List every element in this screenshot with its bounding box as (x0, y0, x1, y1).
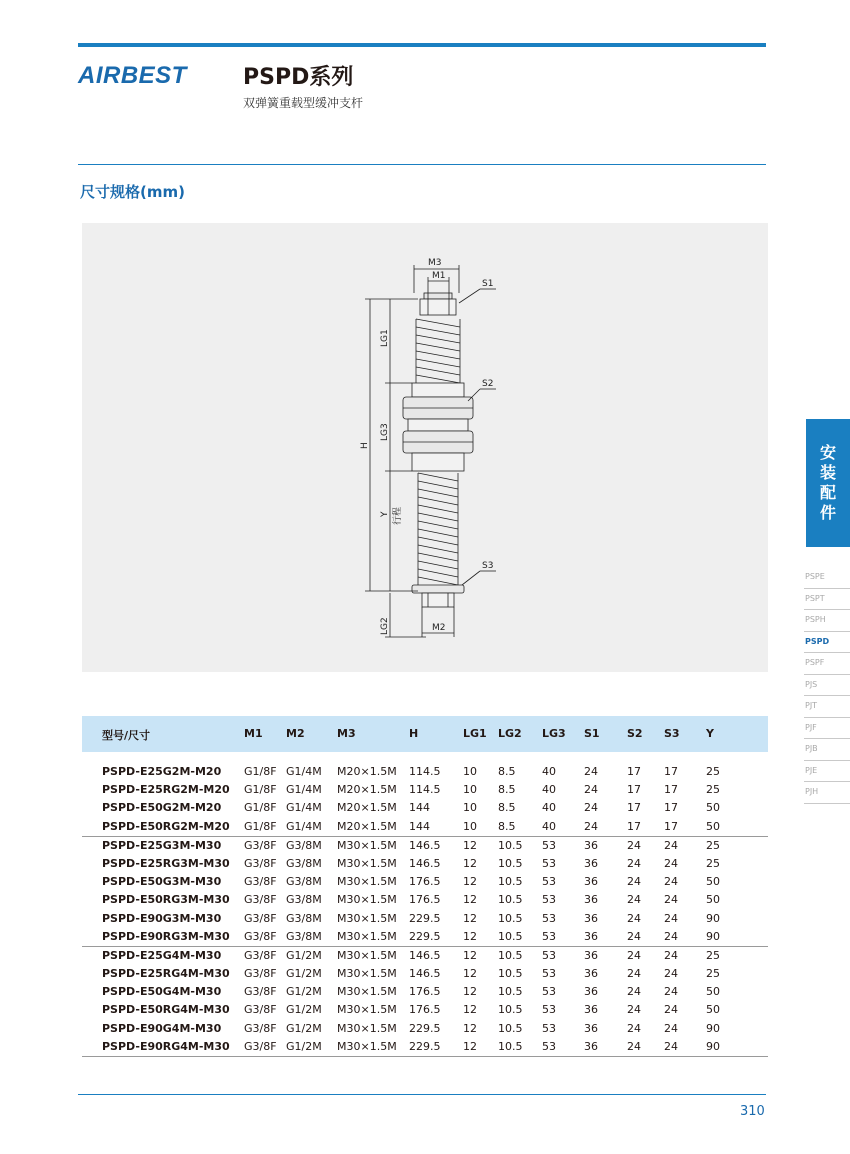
table-cell: 53 (542, 1003, 556, 1017)
dim-s3-label: S3 (482, 561, 494, 571)
section-title: 尺寸规格(mm) (80, 183, 185, 201)
table-cell: G3/8M (286, 893, 322, 907)
table-bottom-rule (82, 1056, 768, 1057)
table-cell: 53 (542, 893, 556, 907)
spec-table (82, 716, 768, 1057)
table-cell: 53 (542, 967, 556, 981)
table-cell: G3/8M (286, 929, 322, 943)
side-tab-char: 安 (819, 443, 836, 462)
table-cell: 10.5 (498, 1021, 523, 1035)
column-header: 型号/尺寸 (102, 729, 151, 742)
table-cell: 24 (627, 1039, 641, 1053)
model-cell: PSPD-E90RG3M-M30 (102, 929, 230, 943)
model-cell: PSPD-E50RG2M-M20 (102, 819, 230, 833)
table-cell: 50 (706, 1003, 720, 1017)
table-cell: 12 (463, 985, 477, 999)
table-row (82, 1020, 768, 1038)
table-cell: 10.5 (498, 875, 523, 889)
table-cell: 229.5 (409, 1039, 441, 1053)
table-cell: 12 (463, 838, 477, 852)
table-cell: 24 (664, 1003, 678, 1017)
table-cell: 25 (706, 783, 720, 797)
table-cell: 10.5 (498, 948, 523, 962)
dim-m3-label: M3 (428, 258, 442, 268)
side-nav-item-pjf[interactable]: PJF (804, 718, 850, 740)
table-cell: 12 (463, 875, 477, 889)
side-nav-item-pje[interactable]: PJE (804, 761, 850, 783)
table-row (82, 983, 768, 1001)
table-row (82, 928, 768, 946)
table-row (82, 836, 768, 855)
table-cell: 53 (542, 911, 556, 925)
side-nav-item-pjs[interactable]: PJS (804, 675, 850, 697)
model-cell: PSPD-E50G4M-M30 (102, 985, 222, 999)
table-cell: G3/8F (244, 838, 277, 852)
table-cell: G1/8F (244, 783, 277, 797)
table-cell: M20×1.5M (337, 783, 397, 797)
header-divider (78, 164, 766, 165)
table-cell: 24 (627, 948, 641, 962)
table-cell: 53 (542, 875, 556, 889)
model-cell: PSPD-E50G2M-M20 (102, 801, 222, 815)
column-header: M3 (337, 727, 356, 740)
table-cell: 53 (542, 856, 556, 870)
table-cell: 24 (664, 948, 678, 962)
table-cell: G1/8F (244, 801, 277, 815)
table-cell: M30×1.5M (337, 911, 397, 925)
table-cell: 176.5 (409, 985, 441, 999)
table-cell: M30×1.5M (337, 856, 397, 870)
table-cell: G3/8F (244, 893, 277, 907)
model-cell: PSPD-E25G3M-M30 (102, 838, 222, 852)
model-cell: PSPD-E50G3M-M30 (102, 875, 222, 889)
table-cell: 25 (706, 967, 720, 981)
table-cell: 24 (664, 985, 678, 999)
column-header: S1 (584, 727, 600, 740)
table-cell: 40 (542, 819, 556, 833)
table-row (82, 873, 768, 891)
table-cell: 12 (463, 856, 477, 870)
table-cell: 144 (409, 819, 430, 833)
table-cell: 50 (706, 875, 720, 889)
column-header: H (409, 727, 419, 740)
table-cell: 40 (542, 801, 556, 815)
table-cell: 36 (584, 1039, 598, 1053)
table-cell: 8.5 (498, 801, 516, 815)
dim-h-label: H (360, 442, 370, 449)
table-cell: M30×1.5M (337, 985, 397, 999)
side-nav (804, 567, 850, 804)
table-cell: 17 (627, 783, 641, 797)
table-cell: 146.5 (409, 967, 441, 981)
column-header: LG2 (498, 727, 522, 740)
table-row (82, 763, 768, 781)
column-header: S2 (627, 727, 643, 740)
table-cell: 17 (664, 819, 678, 833)
table-cell: 36 (584, 985, 598, 999)
table-cell: 10 (463, 783, 477, 797)
table-cell: M20×1.5M (337, 819, 397, 833)
model-cell: PSPD-E90RG4M-M30 (102, 1039, 230, 1053)
table-cell: G3/8F (244, 948, 277, 962)
model-cell: PSPD-E50RG3M-M30 (102, 893, 230, 907)
table-cell: G3/8F (244, 911, 277, 925)
table-cell: 8.5 (498, 783, 516, 797)
table-cell: M30×1.5M (337, 967, 397, 981)
table-cell: 10 (463, 819, 477, 833)
table-cell: 53 (542, 948, 556, 962)
table-cell: 24 (664, 911, 678, 925)
side-tab-char: 件 (819, 503, 836, 522)
table-cell: 12 (463, 911, 477, 925)
column-header: M2 (286, 727, 305, 740)
table-cell: G1/8F (244, 765, 277, 778)
brand-logo: AIRBEST (78, 62, 187, 89)
table-cell: 10.5 (498, 985, 523, 999)
table-cell: 24 (627, 985, 641, 999)
table-cell: 24 (627, 856, 641, 870)
table-cell: 17 (627, 819, 641, 833)
table-cell: 50 (706, 893, 720, 907)
table-cell: 24 (627, 875, 641, 889)
dim-s1-label: S1 (482, 279, 494, 289)
table-cell: 53 (542, 1039, 556, 1053)
side-category-tab[interactable] (806, 419, 850, 547)
table-cell: 114.5 (409, 783, 441, 797)
table-cell: 176.5 (409, 893, 441, 907)
table-cell: 24 (664, 929, 678, 943)
model-cell: PSPD-E25RG3M-M30 (102, 856, 230, 870)
dimension-drawing (82, 223, 768, 672)
table-cell: 10.5 (498, 893, 523, 907)
table-cell: G3/8F (244, 1039, 277, 1053)
column-header: S3 (664, 727, 680, 740)
table-cell: 8.5 (498, 765, 516, 778)
side-nav-item-pspe[interactable]: PSPE (804, 567, 850, 589)
column-header: LG3 (542, 727, 566, 740)
dim-m1-label: M1 (432, 271, 446, 281)
side-nav-item-pspd[interactable]: PSPD (804, 632, 850, 654)
table-row (82, 781, 768, 799)
table-cell: M30×1.5M (337, 893, 397, 907)
top-accent-bar (78, 43, 766, 47)
table-cell: 229.5 (409, 1021, 441, 1035)
table-cell: 90 (706, 1039, 720, 1053)
table-cell: M30×1.5M (337, 838, 397, 852)
table-cell: G1/2M (286, 1039, 322, 1053)
table-cell: 40 (542, 783, 556, 797)
table-cell: 36 (584, 948, 598, 962)
table-cell: 146.5 (409, 838, 441, 852)
table-cell: 10.5 (498, 838, 523, 852)
page-number: 310 (740, 1104, 765, 1119)
column-header: Y (706, 727, 714, 740)
table-cell: 10.5 (498, 1003, 523, 1017)
table-cell: 90 (706, 1021, 720, 1035)
table-cell: 144 (409, 801, 430, 815)
table-cell: 10.5 (498, 967, 523, 981)
buffer-rod-drawing (82, 223, 768, 672)
dim-y-label: Y (380, 511, 390, 517)
table-cell: 36 (584, 893, 598, 907)
table-cell: 8.5 (498, 819, 516, 833)
model-cell: PSPD-E25RG4M-M30 (102, 967, 230, 981)
table-cell: 12 (463, 893, 477, 907)
table-cell: 17 (664, 783, 678, 797)
dim-s2-label: S2 (482, 379, 494, 389)
model-cell: PSPD-E50RG4M-M30 (102, 1003, 230, 1017)
model-cell: PSPD-E25G2M-M20 (102, 765, 222, 778)
table-cell: G3/8M (286, 838, 322, 852)
table-cell: M30×1.5M (337, 1003, 397, 1017)
table-cell: 24 (584, 801, 598, 815)
table-row (82, 910, 768, 928)
table-cell: G1/8F (244, 819, 277, 833)
table-cell: 24 (584, 783, 598, 797)
model-cell: PSPD-E90G3M-M30 (102, 911, 222, 925)
table-cell: G1/4M (286, 765, 322, 778)
side-nav-item-pspf[interactable]: PSPF (804, 653, 850, 675)
spec-table-header (82, 716, 768, 752)
side-nav-item-pjt[interactable]: PJT (804, 696, 850, 718)
table-cell: G1/2M (286, 967, 322, 981)
table-cell: 36 (584, 838, 598, 852)
table-row (82, 818, 768, 836)
table-cell: G3/8F (244, 875, 277, 889)
table-cell: 229.5 (409, 929, 441, 943)
table-cell: 53 (542, 929, 556, 943)
table-cell: 25 (706, 856, 720, 870)
table-cell: 10 (463, 765, 477, 778)
table-cell: 12 (463, 1003, 477, 1017)
table-row (82, 1001, 768, 1019)
table-cell: M30×1.5M (337, 1039, 397, 1053)
table-cell: 90 (706, 929, 720, 943)
side-nav-item-pspt[interactable]: PSPT (804, 589, 850, 611)
dim-lg1-label: LG1 (380, 329, 390, 347)
table-cell: 10.5 (498, 1039, 523, 1053)
table-cell: M30×1.5M (337, 1021, 397, 1035)
table-cell: 36 (584, 1003, 598, 1017)
table-row (82, 1038, 768, 1056)
series-subtitle: 双弹簧重载型缓冲支杆 (243, 96, 364, 110)
side-tab-char: 配 (819, 483, 836, 502)
table-cell: 36 (584, 875, 598, 889)
table-row (82, 855, 768, 873)
table-cell: M30×1.5M (337, 929, 397, 943)
side-nav-item-psph[interactable]: PSPH (804, 610, 850, 632)
dim-lg2-label: LG2 (380, 617, 390, 635)
table-cell: G1/2M (286, 948, 322, 962)
table-cell: G3/8F (244, 929, 277, 943)
table-cell: 53 (542, 838, 556, 852)
table-cell: 36 (584, 967, 598, 981)
table-cell: G3/8F (244, 985, 277, 999)
table-cell: 36 (584, 856, 598, 870)
table-cell: G3/8F (244, 967, 277, 981)
table-cell: 12 (463, 948, 477, 962)
table-row (82, 799, 768, 817)
table-cell: 25 (706, 948, 720, 962)
table-cell: 25 (706, 765, 720, 778)
column-header: M1 (244, 727, 263, 740)
model-cell: PSPD-E90G4M-M30 (102, 1021, 222, 1035)
table-cell: 114.5 (409, 765, 441, 778)
table-cell: G1/4M (286, 801, 322, 815)
table-cell: 24 (584, 819, 598, 833)
side-nav-item-pjh[interactable]: PJH (804, 782, 850, 804)
table-cell: 10.5 (498, 929, 523, 943)
table-cell: 25 (706, 838, 720, 852)
table-cell: 24 (627, 967, 641, 981)
table-cell: 50 (706, 819, 720, 833)
table-cell: 10 (463, 801, 477, 815)
table-cell: G3/8M (286, 856, 322, 870)
table-cell: 229.5 (409, 911, 441, 925)
table-cell: 24 (627, 1021, 641, 1035)
table-cell: 36 (584, 1021, 598, 1035)
table-cell: 17 (627, 765, 641, 778)
table-cell: G3/8F (244, 1021, 277, 1035)
table-cell: 50 (706, 985, 720, 999)
dim-stroke-label: 行程 (393, 506, 403, 525)
table-cell: G3/8M (286, 875, 322, 889)
table-cell: 24 (664, 1021, 678, 1035)
table-cell: G3/8F (244, 856, 277, 870)
table-cell: G3/8M (286, 911, 322, 925)
table-cell: M20×1.5M (337, 801, 397, 815)
table-cell: 24 (664, 838, 678, 852)
table-cell: 10.5 (498, 856, 523, 870)
table-cell: 24 (627, 911, 641, 925)
table-cell: G1/4M (286, 783, 322, 797)
table-cell: 176.5 (409, 875, 441, 889)
table-cell: 24 (664, 893, 678, 907)
table-cell: 24 (664, 1039, 678, 1053)
column-header: LG1 (463, 727, 487, 740)
table-cell: G1/4M (286, 819, 322, 833)
table-cell: 17 (664, 765, 678, 778)
table-cell: 53 (542, 985, 556, 999)
table-cell: 24 (627, 1003, 641, 1017)
table-cell: M30×1.5M (337, 875, 397, 889)
table-cell: 24 (627, 838, 641, 852)
table-cell: 24 (627, 893, 641, 907)
table-cell: G3/8F (244, 1003, 277, 1017)
model-cell: PSPD-E25RG2M-M20 (102, 783, 230, 797)
table-cell: 24 (664, 875, 678, 889)
side-tab-char: 装 (819, 463, 836, 482)
table-cell: 17 (627, 801, 641, 815)
table-cell: 12 (463, 1039, 477, 1053)
table-cell: 40 (542, 765, 556, 778)
model-cell: PSPD-E25G4M-M30 (102, 948, 222, 962)
table-cell: 24 (627, 929, 641, 943)
side-nav-item-pjb[interactable]: PJB (804, 739, 850, 761)
table-cell: 176.5 (409, 1003, 441, 1017)
table-cell: G1/2M (286, 1021, 322, 1035)
table-cell: 24 (664, 856, 678, 870)
table-cell: 12 (463, 967, 477, 981)
table-row (82, 891, 768, 909)
table-cell: 12 (463, 929, 477, 943)
footer-divider (78, 1094, 766, 1095)
dim-lg3-label: LG3 (380, 423, 390, 441)
table-cell: 36 (584, 929, 598, 943)
table-cell: 146.5 (409, 856, 441, 870)
table-cell: 24 (584, 765, 598, 778)
table-cell: 50 (706, 801, 720, 815)
table-cell: M30×1.5M (337, 948, 397, 962)
series-title: PSPD系列 (243, 65, 354, 90)
table-cell: 17 (664, 801, 678, 815)
table-cell: 53 (542, 1021, 556, 1035)
table-cell: 12 (463, 1021, 477, 1035)
table-row (82, 965, 768, 983)
table-cell: 36 (584, 911, 598, 925)
table-cell: G1/2M (286, 985, 322, 999)
table-cell: G1/2M (286, 1003, 322, 1017)
table-row (82, 946, 768, 965)
table-cell: 24 (664, 967, 678, 981)
table-cell: 146.5 (409, 948, 441, 962)
table-cell: 90 (706, 911, 720, 925)
dim-m2-label: M2 (432, 623, 446, 633)
table-cell: M20×1.5M (337, 765, 397, 778)
table-cell: 10.5 (498, 911, 523, 925)
spec-table-body (82, 763, 768, 1056)
